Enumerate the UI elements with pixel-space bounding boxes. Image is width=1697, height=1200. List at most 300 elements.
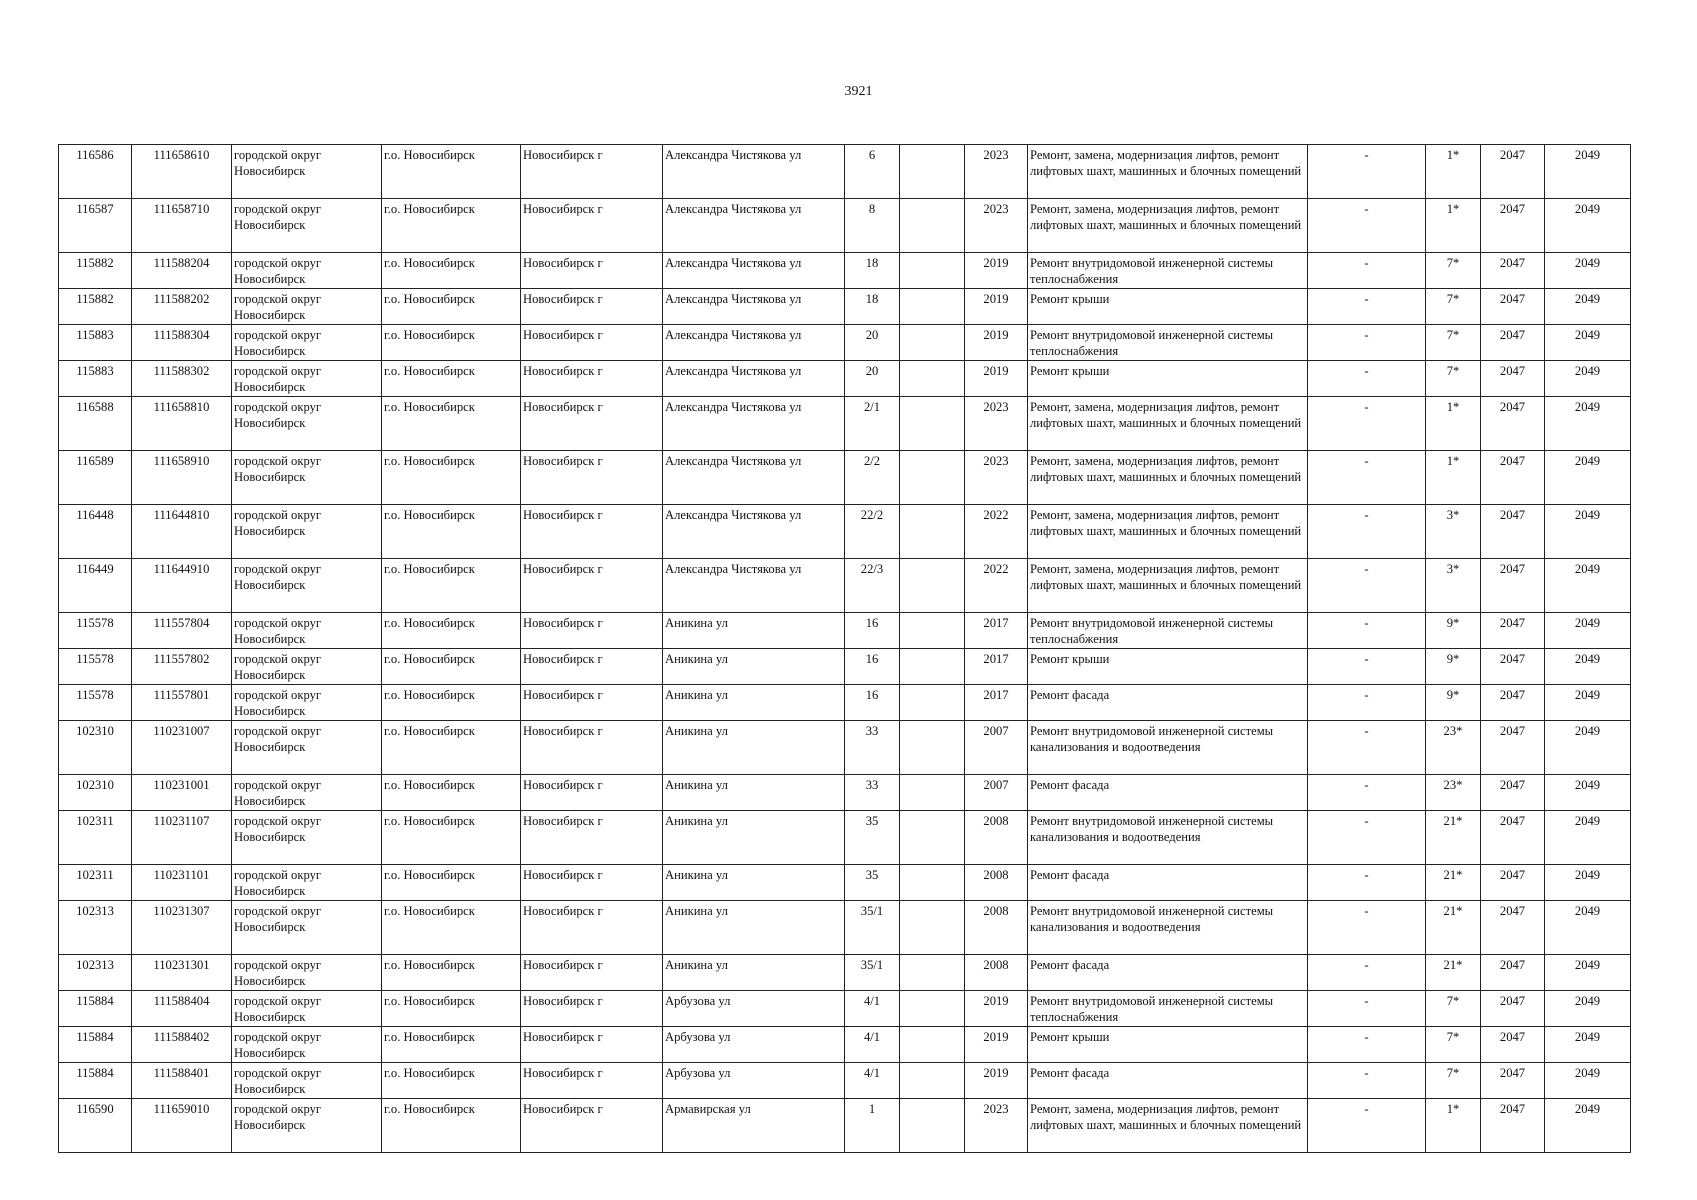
municipality-cell: городской округ Новосибирск: [232, 1099, 382, 1153]
district-cell: г.о. Новосибирск: [382, 685, 521, 721]
municipality-cell: городской округ Новосибирск: [232, 199, 382, 253]
start-year-cell: 2047: [1481, 559, 1545, 613]
settlement-cell: Новосибирск г: [521, 901, 663, 955]
table-row: [59, 811, 1631, 865]
street-cell: Александра Чистякова ул: [663, 289, 845, 325]
street-cell: Александра Чистякова ул: [663, 325, 845, 361]
count-cell: 23*: [1426, 721, 1481, 775]
municipality-cell: городской округ Новосибирск: [232, 253, 382, 289]
building-cell: [900, 325, 965, 361]
record-id-cell: 111658610: [132, 145, 232, 199]
year-cell: 2007: [965, 721, 1028, 775]
municipality-cell: городской округ Новосибирск: [232, 775, 382, 811]
year-cell: 2022: [965, 505, 1028, 559]
district-cell: г.о. Новосибирск: [382, 1063, 521, 1099]
house-number-cell: 20: [845, 325, 900, 361]
house-number-cell: 18: [845, 289, 900, 325]
municipality-cell: городской округ Новосибирск: [232, 1027, 382, 1063]
year-cell: 2017: [965, 685, 1028, 721]
table-row: [59, 253, 1631, 289]
settlement-cell: Новосибирск г: [521, 865, 663, 901]
building-cell: [900, 649, 965, 685]
house-number-cell: 16: [845, 685, 900, 721]
record-id-cell: 111557804: [132, 613, 232, 649]
municipality-cell: городской округ Новосибирск: [232, 649, 382, 685]
settlement-cell: Новосибирск г: [521, 325, 663, 361]
dash-cell: -: [1308, 145, 1426, 199]
work-type-cell: Ремонт фасада: [1028, 1063, 1308, 1099]
end-year-cell: 2049: [1545, 1027, 1631, 1063]
start-year-cell: 2047: [1481, 505, 1545, 559]
settlement-cell: Новосибирск г: [521, 451, 663, 505]
count-cell: 7*: [1426, 1027, 1481, 1063]
building-cell: [900, 811, 965, 865]
house-id-cell: 116449: [59, 559, 132, 613]
settlement-cell: Новосибирск г: [521, 289, 663, 325]
street-cell: Александра Чистякова ул: [663, 559, 845, 613]
count-cell: 9*: [1426, 613, 1481, 649]
work-type-cell: Ремонт внутридомовой инженерной системы теплоснабжения: [1028, 325, 1308, 361]
street-cell: Александра Чистякова ул: [663, 199, 845, 253]
work-type-cell: Ремонт фасада: [1028, 775, 1308, 811]
municipality-cell: городской округ Новосибирск: [232, 685, 382, 721]
house-id-cell: 116589: [59, 451, 132, 505]
table-row: [59, 955, 1631, 991]
work-type-cell: Ремонт крыши: [1028, 1027, 1308, 1063]
start-year-cell: 2047: [1481, 325, 1545, 361]
district-cell: г.о. Новосибирск: [382, 253, 521, 289]
building-cell: [900, 775, 965, 811]
count-cell: 21*: [1426, 865, 1481, 901]
start-year-cell: 2047: [1481, 199, 1545, 253]
end-year-cell: 2049: [1545, 865, 1631, 901]
count-cell: 7*: [1426, 253, 1481, 289]
end-year-cell: 2049: [1545, 361, 1631, 397]
start-year-cell: 2047: [1481, 361, 1545, 397]
house-number-cell: 2/1: [845, 397, 900, 451]
street-cell: Аникина ул: [663, 865, 845, 901]
district-cell: г.о. Новосибирск: [382, 955, 521, 991]
year-cell: 2023: [965, 145, 1028, 199]
district-cell: г.о. Новосибирск: [382, 289, 521, 325]
house-number-cell: 18: [845, 253, 900, 289]
end-year-cell: 2049: [1545, 721, 1631, 775]
house-number-cell: 35: [845, 811, 900, 865]
district-cell: г.о. Новосибирск: [382, 451, 521, 505]
municipality-cell: городской округ Новосибирск: [232, 811, 382, 865]
district-cell: г.о. Новосибирск: [382, 721, 521, 775]
house-number-cell: 33: [845, 775, 900, 811]
table-row: [59, 325, 1631, 361]
year-cell: 2008: [965, 901, 1028, 955]
dash-cell: -: [1308, 1063, 1426, 1099]
start-year-cell: 2047: [1481, 1027, 1545, 1063]
count-cell: 3*: [1426, 505, 1481, 559]
record-id-cell: 111588402: [132, 1027, 232, 1063]
settlement-cell: Новосибирск г: [521, 253, 663, 289]
house-id-cell: 116587: [59, 199, 132, 253]
start-year-cell: 2047: [1481, 613, 1545, 649]
building-cell: [900, 361, 965, 397]
district-cell: г.о. Новосибирск: [382, 1027, 521, 1063]
work-type-cell: Ремонт внутридомовой инженерной системы канализования и водоотведения: [1028, 901, 1308, 955]
house-number-cell: 33: [845, 721, 900, 775]
building-cell: [900, 559, 965, 613]
table-row: [59, 1027, 1631, 1063]
start-year-cell: 2047: [1481, 775, 1545, 811]
page-number: 3921: [844, 84, 873, 99]
end-year-cell: 2049: [1545, 397, 1631, 451]
table-row: [59, 991, 1631, 1027]
end-year-cell: 2049: [1545, 1063, 1631, 1099]
work-type-cell: Ремонт, замена, модернизация лифтов, ремонт лифтовых шахт, машинных и блочных помещений: [1028, 145, 1308, 199]
dash-cell: -: [1308, 1099, 1426, 1153]
record-id-cell: 111659010: [132, 1099, 232, 1153]
building-cell: [900, 1063, 965, 1099]
house-number-cell: 35: [845, 865, 900, 901]
district-cell: г.о. Новосибирск: [382, 811, 521, 865]
settlement-cell: Новосибирск г: [521, 199, 663, 253]
year-cell: 2017: [965, 613, 1028, 649]
street-cell: Аникина ул: [663, 685, 845, 721]
house-id-cell: 102310: [59, 721, 132, 775]
count-cell: 21*: [1426, 955, 1481, 991]
start-year-cell: 2047: [1481, 649, 1545, 685]
work-type-cell: Ремонт крыши: [1028, 289, 1308, 325]
house-id-cell: 115578: [59, 685, 132, 721]
start-year-cell: 2047: [1481, 397, 1545, 451]
settlement-cell: Новосибирск г: [521, 145, 663, 199]
district-cell: г.о. Новосибирск: [382, 199, 521, 253]
year-cell: 2019: [965, 991, 1028, 1027]
table-row: [59, 559, 1631, 613]
house-number-cell: 20: [845, 361, 900, 397]
building-cell: [900, 397, 965, 451]
count-cell: 3*: [1426, 559, 1481, 613]
municipality-cell: городской округ Новосибирск: [232, 361, 382, 397]
start-year-cell: 2047: [1481, 865, 1545, 901]
count-cell: 21*: [1426, 811, 1481, 865]
work-type-cell: Ремонт, замена, модернизация лифтов, ремонт лифтовых шахт, машинных и блочных помещений: [1028, 505, 1308, 559]
table-row: [59, 649, 1631, 685]
dash-cell: -: [1308, 451, 1426, 505]
house-id-cell: 116588: [59, 397, 132, 451]
dash-cell: -: [1308, 289, 1426, 325]
municipality-cell: городской округ Новосибирск: [232, 991, 382, 1027]
year-cell: 2019: [965, 325, 1028, 361]
settlement-cell: Новосибирск г: [521, 811, 663, 865]
settlement-cell: Новосибирск г: [521, 991, 663, 1027]
table-row: [59, 721, 1631, 775]
start-year-cell: 2047: [1481, 1099, 1545, 1153]
municipality-cell: городской округ Новосибирск: [232, 559, 382, 613]
count-cell: 7*: [1426, 325, 1481, 361]
building-cell: [900, 199, 965, 253]
end-year-cell: 2049: [1545, 811, 1631, 865]
table-row: [59, 361, 1631, 397]
building-cell: [900, 505, 965, 559]
end-year-cell: 2049: [1545, 559, 1631, 613]
record-id-cell: 110231007: [132, 721, 232, 775]
end-year-cell: 2049: [1545, 253, 1631, 289]
record-id-cell: 111644910: [132, 559, 232, 613]
street-cell: Аникина ул: [663, 901, 845, 955]
house-id-cell: 115882: [59, 253, 132, 289]
district-cell: г.о. Новосибирск: [382, 559, 521, 613]
work-type-cell: Ремонт, замена, модернизация лифтов, ремонт лифтовых шахт, машинных и блочных помещений: [1028, 559, 1308, 613]
district-cell: г.о. Новосибирск: [382, 1099, 521, 1153]
building-cell: [900, 613, 965, 649]
count-cell: 7*: [1426, 289, 1481, 325]
house-number-cell: 22/2: [845, 505, 900, 559]
settlement-cell: Новосибирск г: [521, 649, 663, 685]
year-cell: 2008: [965, 955, 1028, 991]
count-cell: 7*: [1426, 361, 1481, 397]
municipality-cell: городской округ Новосибирск: [232, 721, 382, 775]
dash-cell: -: [1308, 721, 1426, 775]
record-id-cell: 110231101: [132, 865, 232, 901]
district-cell: г.о. Новосибирск: [382, 901, 521, 955]
work-type-cell: Ремонт внутридомовой инженерной системы теплоснабжения: [1028, 253, 1308, 289]
house-id-cell: 115884: [59, 1063, 132, 1099]
start-year-cell: 2047: [1481, 901, 1545, 955]
house-id-cell: 102310: [59, 775, 132, 811]
house-number-cell: 1: [845, 1099, 900, 1153]
record-id-cell: 110231301: [132, 955, 232, 991]
municipality-cell: городской округ Новосибирск: [232, 451, 382, 505]
start-year-cell: 2047: [1481, 811, 1545, 865]
record-id-cell: 111588401: [132, 1063, 232, 1099]
house-id-cell: 115883: [59, 361, 132, 397]
building-cell: [900, 253, 965, 289]
street-cell: Александра Чистякова ул: [663, 253, 845, 289]
end-year-cell: 2049: [1545, 613, 1631, 649]
house-number-cell: 35/1: [845, 955, 900, 991]
municipality-cell: городской округ Новосибирск: [232, 505, 382, 559]
street-cell: Александра Чистякова ул: [663, 451, 845, 505]
house-number-cell: 35/1: [845, 901, 900, 955]
district-cell: г.о. Новосибирск: [382, 361, 521, 397]
settlement-cell: Новосибирск г: [521, 775, 663, 811]
dash-cell: -: [1308, 991, 1426, 1027]
count-cell: 7*: [1426, 991, 1481, 1027]
settlement-cell: Новосибирск г: [521, 559, 663, 613]
record-id-cell: 111658910: [132, 451, 232, 505]
building-cell: [900, 685, 965, 721]
count-cell: 1*: [1426, 145, 1481, 199]
municipality-cell: городской округ Новосибирск: [232, 397, 382, 451]
record-id-cell: 111588204: [132, 253, 232, 289]
street-cell: Арбузова ул: [663, 1027, 845, 1063]
end-year-cell: 2049: [1545, 199, 1631, 253]
house-number-cell: 6: [845, 145, 900, 199]
dash-cell: -: [1308, 397, 1426, 451]
municipality-cell: городской округ Новосибирск: [232, 865, 382, 901]
house-id-cell: 116590: [59, 1099, 132, 1153]
end-year-cell: 2049: [1545, 145, 1631, 199]
street-cell: Аникина ул: [663, 613, 845, 649]
record-id-cell: 111557801: [132, 685, 232, 721]
work-type-cell: Ремонт крыши: [1028, 649, 1308, 685]
dash-cell: -: [1308, 865, 1426, 901]
end-year-cell: 2049: [1545, 325, 1631, 361]
end-year-cell: 2049: [1545, 289, 1631, 325]
table-body: [59, 145, 1631, 1153]
building-cell: [900, 1027, 965, 1063]
municipality-cell: городской округ Новосибирск: [232, 1063, 382, 1099]
dash-cell: -: [1308, 1027, 1426, 1063]
municipality-cell: городской округ Новосибирск: [232, 901, 382, 955]
house-id-cell: 115884: [59, 991, 132, 1027]
street-cell: Аникина ул: [663, 811, 845, 865]
count-cell: 21*: [1426, 901, 1481, 955]
table-row: [59, 1063, 1631, 1099]
work-type-cell: Ремонт фасада: [1028, 865, 1308, 901]
work-type-cell: Ремонт фасада: [1028, 955, 1308, 991]
house-id-cell: 116448: [59, 505, 132, 559]
house-number-cell: 16: [845, 613, 900, 649]
dash-cell: -: [1308, 199, 1426, 253]
street-cell: Армавирская ул: [663, 1099, 845, 1153]
count-cell: 1*: [1426, 397, 1481, 451]
municipality-cell: городской округ Новосибирск: [232, 613, 382, 649]
table-row: [59, 865, 1631, 901]
building-cell: [900, 721, 965, 775]
table-row: [59, 775, 1631, 811]
start-year-cell: 2047: [1481, 253, 1545, 289]
settlement-cell: Новосибирск г: [521, 685, 663, 721]
work-type-cell: Ремонт, замена, модернизация лифтов, ремонт лифтовых шахт, машинных и блочных помещений: [1028, 199, 1308, 253]
house-id-cell: 116586: [59, 145, 132, 199]
record-id-cell: 111557802: [132, 649, 232, 685]
dash-cell: -: [1308, 649, 1426, 685]
house-id-cell: 115578: [59, 613, 132, 649]
dash-cell: -: [1308, 505, 1426, 559]
work-type-cell: Ремонт, замена, модернизация лифтов, ремонт лифтовых шахт, машинных и блочных помещений: [1028, 397, 1308, 451]
street-cell: Аникина ул: [663, 955, 845, 991]
house-id-cell: 115884: [59, 1027, 132, 1063]
record-id-cell: 111588404: [132, 991, 232, 1027]
street-cell: Александра Чистякова ул: [663, 397, 845, 451]
work-type-cell: Ремонт, замена, модернизация лифтов, ремонт лифтовых шахт, машинных и блочных помещений: [1028, 451, 1308, 505]
start-year-cell: 2047: [1481, 991, 1545, 1027]
count-cell: 23*: [1426, 775, 1481, 811]
house-number-cell: 2/2: [845, 451, 900, 505]
record-id-cell: 111588202: [132, 289, 232, 325]
year-cell: 2017: [965, 649, 1028, 685]
count-cell: 9*: [1426, 649, 1481, 685]
year-cell: 2019: [965, 253, 1028, 289]
dash-cell: -: [1308, 685, 1426, 721]
end-year-cell: 2049: [1545, 775, 1631, 811]
building-cell: [900, 145, 965, 199]
year-cell: 2022: [965, 559, 1028, 613]
municipality-cell: городской округ Новосибирск: [232, 955, 382, 991]
house-number-cell: 4/1: [845, 991, 900, 1027]
record-id-cell: 111658810: [132, 397, 232, 451]
work-type-cell: Ремонт внутридомовой инженерной системы канализования и водоотведения: [1028, 721, 1308, 775]
count-cell: 1*: [1426, 199, 1481, 253]
capital-repair-table: [58, 144, 1631, 1153]
year-cell: 2023: [965, 199, 1028, 253]
dash-cell: -: [1308, 955, 1426, 991]
work-type-cell: Ремонт фасада: [1028, 685, 1308, 721]
building-cell: [900, 451, 965, 505]
house-number-cell: 4/1: [845, 1027, 900, 1063]
start-year-cell: 2047: [1481, 955, 1545, 991]
settlement-cell: Новосибирск г: [521, 1063, 663, 1099]
street-cell: Александра Чистякова ул: [663, 505, 845, 559]
table-row: [59, 199, 1631, 253]
settlement-cell: Новосибирск г: [521, 955, 663, 991]
house-id-cell: 102313: [59, 901, 132, 955]
house-id-cell: 115883: [59, 325, 132, 361]
district-cell: г.о. Новосибирск: [382, 649, 521, 685]
street-cell: Аникина ул: [663, 775, 845, 811]
end-year-cell: 2049: [1545, 955, 1631, 991]
record-id-cell: 110231307: [132, 901, 232, 955]
dash-cell: -: [1308, 775, 1426, 811]
start-year-cell: 2047: [1481, 685, 1545, 721]
year-cell: 2023: [965, 397, 1028, 451]
record-id-cell: 110231107: [132, 811, 232, 865]
table-row: [59, 145, 1631, 199]
table-row: [59, 685, 1631, 721]
street-cell: Арбузова ул: [663, 991, 845, 1027]
end-year-cell: 2049: [1545, 991, 1631, 1027]
municipality-cell: городской округ Новосибирск: [232, 289, 382, 325]
table-row: [59, 451, 1631, 505]
settlement-cell: Новосибирск г: [521, 1099, 663, 1153]
house-id-cell: 102311: [59, 811, 132, 865]
year-cell: 2019: [965, 361, 1028, 397]
table-row: [59, 289, 1631, 325]
start-year-cell: 2047: [1481, 721, 1545, 775]
count-cell: 1*: [1426, 1099, 1481, 1153]
work-type-cell: Ремонт внутридомовой инженерной системы канализования и водоотведения: [1028, 811, 1308, 865]
district-cell: г.о. Новосибирск: [382, 613, 521, 649]
house-id-cell: 102313: [59, 955, 132, 991]
dash-cell: -: [1308, 325, 1426, 361]
district-cell: г.о. Новосибирск: [382, 775, 521, 811]
record-id-cell: 111588302: [132, 361, 232, 397]
house-id-cell: 115578: [59, 649, 132, 685]
street-cell: Александра Чистякова ул: [663, 145, 845, 199]
district-cell: г.о. Новосибирск: [382, 145, 521, 199]
district-cell: г.о. Новосибирск: [382, 991, 521, 1027]
start-year-cell: 2047: [1481, 289, 1545, 325]
house-id-cell: 102311: [59, 865, 132, 901]
municipality-cell: городской округ Новосибирск: [232, 325, 382, 361]
count-cell: 9*: [1426, 685, 1481, 721]
work-type-cell: Ремонт внутридомовой инженерной системы теплоснабжения: [1028, 991, 1308, 1027]
house-number-cell: 16: [845, 649, 900, 685]
building-cell: [900, 991, 965, 1027]
street-cell: Аникина ул: [663, 721, 845, 775]
work-type-cell: Ремонт, замена, модернизация лифтов, ремонт лифтовых шахт, машинных и блочных помещений: [1028, 1099, 1308, 1153]
year-cell: 2023: [965, 1099, 1028, 1153]
district-cell: г.о. Новосибирск: [382, 505, 521, 559]
dash-cell: -: [1308, 253, 1426, 289]
building-cell: [900, 1099, 965, 1153]
start-year-cell: 2047: [1481, 145, 1545, 199]
year-cell: 2019: [965, 1027, 1028, 1063]
table-row: [59, 613, 1631, 649]
municipality-cell: городской округ Новосибирск: [232, 145, 382, 199]
street-cell: Арбузова ул: [663, 1063, 845, 1099]
table-row: [59, 397, 1631, 451]
settlement-cell: Новосибирск г: [521, 613, 663, 649]
